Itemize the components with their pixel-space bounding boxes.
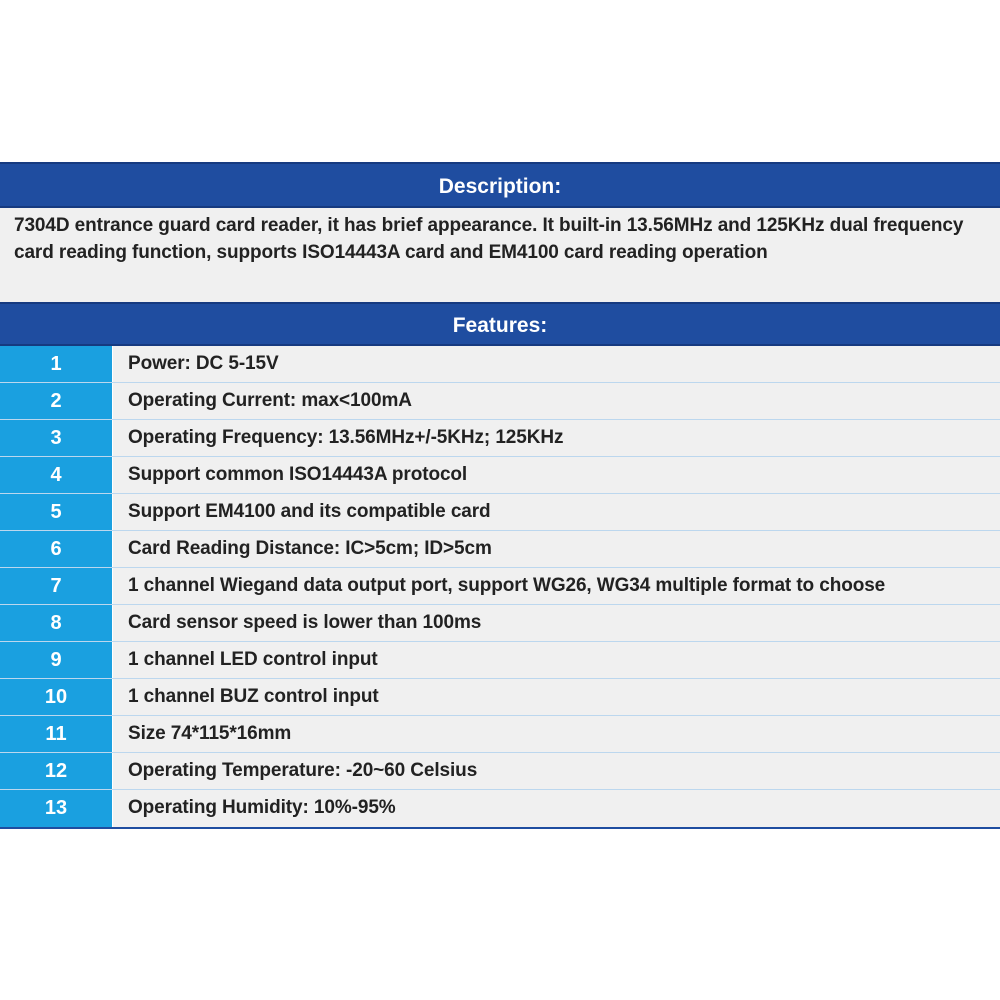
feature-number: 4: [0, 457, 113, 493]
feature-text: Operating Current: max<100mA: [113, 383, 1000, 419]
feature-number: 11: [0, 716, 113, 752]
feature-number: 2: [0, 383, 113, 419]
feature-row: [0, 346, 1000, 383]
feature-text: Card sensor speed is lower than 100ms: [113, 605, 1000, 641]
features-table: [0, 346, 1000, 829]
feature-number: 10: [0, 679, 113, 715]
feature-text: 1 channel BUZ control input: [113, 679, 1000, 715]
feature-number: 13: [0, 790, 113, 827]
feature-row: [0, 679, 1000, 716]
feature-row: [0, 716, 1000, 753]
feature-row: [0, 531, 1000, 568]
feature-text: 1 channel Wiegand data output port, support WG26, WG34 multiple format to choose: [113, 568, 1000, 604]
description-text: 7304D entrance guard card reader, it has brief appearance. It built-in 13.56MHz and 125KHz dual frequency card reading function, supports ISO14443A card and EM4100 card reading operation: [0, 208, 1000, 302]
feature-text: Power: DC 5-15V: [113, 346, 1000, 382]
feature-text: Size 74*115*16mm: [113, 716, 1000, 752]
feature-row: [0, 457, 1000, 494]
feature-text: 1 channel LED control input: [113, 642, 1000, 678]
feature-number: 9: [0, 642, 113, 678]
feature-number: 7: [0, 568, 113, 604]
feature-number: 5: [0, 494, 113, 530]
feature-number: 1: [0, 346, 113, 382]
features-header: Features:: [0, 302, 1000, 346]
feature-text: Support common ISO14443A protocol: [113, 457, 1000, 493]
feature-row: [0, 790, 1000, 827]
feature-text: Support EM4100 and its compatible card: [113, 494, 1000, 530]
feature-number: 8: [0, 605, 113, 641]
description-header: Description:: [0, 162, 1000, 208]
feature-row: [0, 605, 1000, 642]
feature-row: [0, 420, 1000, 457]
feature-text: Card Reading Distance: IC>5cm; ID>5cm: [113, 531, 1000, 567]
feature-number: 3: [0, 420, 113, 456]
feature-row: [0, 494, 1000, 531]
spec-sheet: [0, 162, 1000, 829]
feature-row: [0, 383, 1000, 420]
feature-number: 12: [0, 753, 113, 789]
feature-text: Operating Temperature: -20~60 Celsius: [113, 753, 1000, 789]
feature-row: [0, 568, 1000, 605]
feature-row: [0, 753, 1000, 790]
feature-text: Operating Frequency: 13.56MHz+/-5KHz; 125KHz: [113, 420, 1000, 456]
feature-text: Operating Humidity: 10%-95%: [113, 790, 1000, 827]
feature-number: 6: [0, 531, 113, 567]
feature-row: [0, 642, 1000, 679]
